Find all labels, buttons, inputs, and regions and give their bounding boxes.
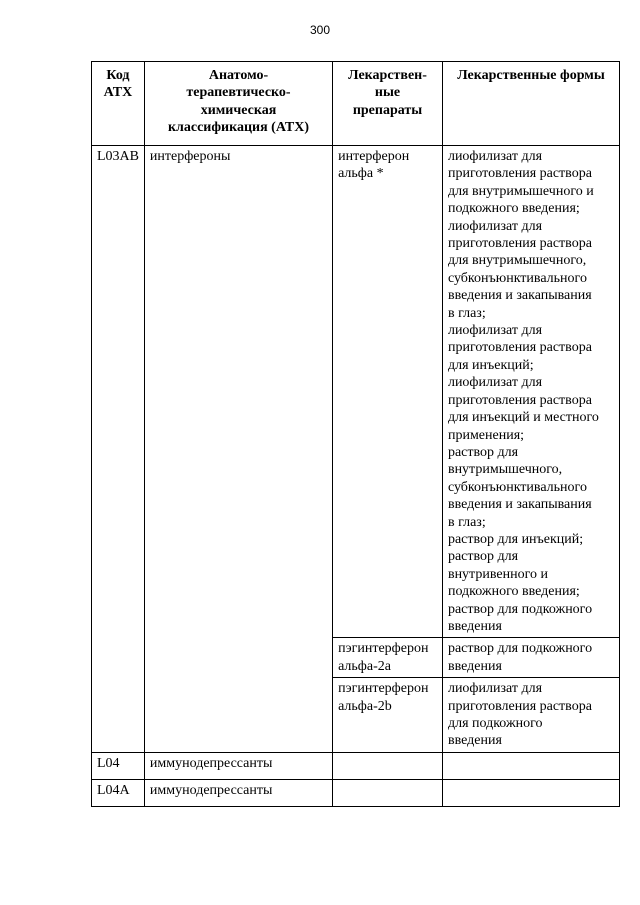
header-drugs: Лекарствен- ные препараты: [333, 62, 443, 146]
row-drug: пэгинтерферон альфа-2b: [333, 678, 443, 753]
row-code: L03AB: [92, 146, 145, 753]
row-code: L04A: [92, 779, 145, 806]
atc-table: [91, 61, 620, 807]
row-classification: иммунодепрессанты: [144, 779, 332, 806]
table-header-row: [92, 62, 620, 146]
page-number: 300: [309, 23, 331, 37]
header-code: Код ATX: [92, 62, 145, 146]
row-forms: [442, 752, 619, 779]
row-drug: пэгинтерферон альфа-2a: [333, 638, 443, 678]
table-row: [92, 779, 620, 806]
header-forms: Лекарственные формы: [442, 62, 619, 146]
row-forms: раствор для подкожного введения: [442, 638, 619, 678]
table-row: [92, 752, 620, 779]
row-forms: [442, 779, 619, 806]
row-classification: интерфероны: [144, 146, 332, 753]
row-drug: интерферон альфа *: [333, 146, 443, 638]
row-forms: лиофилизат для приготовления раствора для подкожного введения: [442, 678, 619, 753]
header-classification: Анатомо- терапевтическо- химическая классификация (ATX): [144, 62, 332, 146]
row-drug: [333, 752, 443, 779]
row-drug: [333, 779, 443, 806]
row-code: L04: [92, 752, 145, 779]
table-row: [92, 146, 620, 638]
row-classification: иммунодепрессанты: [144, 752, 332, 779]
row-forms: лиофилизат для приготовления раствора для внутримышечного и подкожного введения; лиофилизат для приготовления раствора для внутримышечного, субконъюнктивального введения и закапывания в глаз; лиофилизат для приготовления раствора для инъекций; лиофилизат для приготовления раствора для инъекций и местного применения; раствор для внутримышечного, субконъюнктивального введения и закапывания в глаз; раствор для инъекций; раствор для внутривенного и подкожного введения; раствор для подкожного введения: [442, 146, 619, 638]
